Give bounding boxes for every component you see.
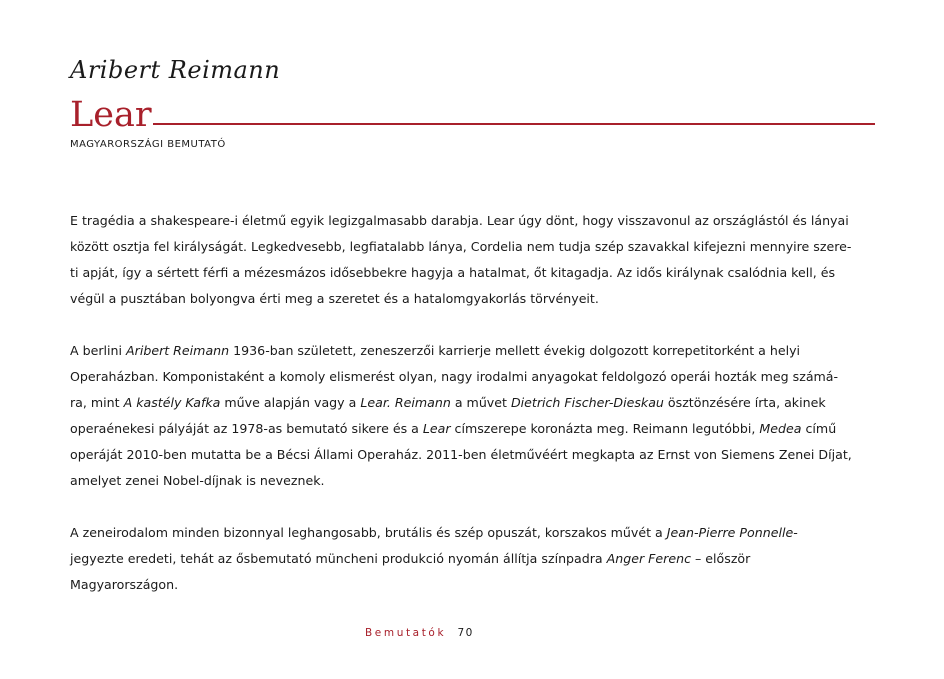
page-title: Lear: [70, 95, 152, 135]
text-run-italic: A kastély Kafka: [123, 395, 221, 410]
paragraph-line: [70, 286, 880, 312]
text-run: Operaházban. Komponistaként a komoly elismerést olyan, nagy irodalmi anyagokat feldolgozó operái hozták meg számá-: [70, 369, 839, 384]
title-row: [70, 96, 875, 136]
article-body: [70, 208, 880, 624]
paragraph-3: [70, 520, 880, 598]
title-divider: [153, 123, 875, 125]
paragraph-line: [70, 546, 880, 572]
text-run: ti apját, így a sértett férfi a mézesmázos idősebbekre hagyja a hatalmat, őt kitagadja. Az idős királynak csalódnia kell, és: [70, 265, 836, 280]
page-number: 70: [457, 627, 474, 639]
text-run: A berlini: [70, 343, 127, 358]
composer-name: Aribert Reimann: [70, 56, 281, 84]
text-run: ösztönzésére írta, akinek: [663, 395, 826, 410]
text-run-italic: Dietrich Fischer-Dieskau: [510, 395, 664, 410]
paragraph-2: [70, 338, 880, 494]
paragraph-line: [70, 572, 880, 598]
paragraph-line: [70, 208, 880, 234]
text-run: A zeneirodalom minden bizonnyal leghangosabb, brutális és szép opuszát, korszakos művét a: [70, 525, 667, 540]
paragraph-line: [70, 234, 880, 260]
paragraph-line: [70, 520, 880, 546]
text-run: műve alapján vagy a: [220, 395, 361, 410]
text-run: operáját 2010-ben mutatta be a Bécsi Állami Operaház. 2011-ben életművéért megkapta az Ernst von Siemens Zenei Díjat,: [70, 447, 852, 462]
text-run-italic: Medea: [759, 421, 802, 436]
paragraph-line: [70, 468, 880, 494]
text-run-italic: Jean-Pierre Ponnelle: [666, 525, 794, 540]
text-run-italic: Reimann: [394, 395, 451, 410]
text-run: között osztja fel királyságát. Legkedvesebb, legfiatalabb lánya, Cordelia nem tudja szép szavakkal kifejezni mennyire szere-: [70, 239, 852, 254]
text-run: -: [793, 525, 798, 540]
text-run: jegyezte eredeti, tehát az ősbemutató müncheni produkció nyomán állítja színpadra: [70, 551, 607, 566]
text-run-italic: Lear: [422, 421, 451, 436]
paragraph-line: [70, 390, 880, 416]
text-run: címszerepe koronázta meg. Reimann legutóbbi,: [450, 421, 760, 436]
paragraph-line: [70, 364, 880, 390]
paragraph-line: [70, 260, 880, 286]
text-run: operaénekesi pályáját az 1978-as bemutató sikere és a: [70, 421, 423, 436]
text-run: 1936-ban született, zeneszerzői karrierje mellett évekig dolgozott korrepetitorként a helyi: [229, 343, 801, 358]
text-run: – először: [691, 551, 751, 566]
text-run: ra, mint: [70, 395, 124, 410]
text-run: Magyarországon.: [70, 577, 179, 592]
text-run-italic: Lear.: [360, 395, 391, 410]
text-run: végül a pusztában bolyongva érti meg a szeretet és a hatalomgyakorlás törvényeit.: [70, 291, 599, 306]
text-run: E tragédia a shakespeare-i életmű egyik legizgalmasabb darabja. Lear úgy dönt, hogy visszavonul az országlástól és lányai: [70, 213, 849, 228]
text-run-italic: Aribert Reimann: [126, 343, 230, 358]
paragraph-line: [70, 416, 880, 442]
footer-section-label: Bemutatók: [365, 627, 447, 639]
text-run: a művet: [450, 395, 511, 410]
page-subtitle: MAGYARORSZÁGI BEMUTATÓ: [70, 139, 226, 150]
paragraph-1: [70, 208, 880, 312]
text-run: amelyet zenei Nobel-díjnak is neveznek.: [70, 473, 325, 488]
text-run-italic: Anger Ferenc: [606, 551, 691, 566]
paragraph-line: [70, 338, 880, 364]
paragraph-line: [70, 442, 880, 468]
page-footer: [365, 627, 474, 639]
text-run: című: [801, 421, 837, 436]
